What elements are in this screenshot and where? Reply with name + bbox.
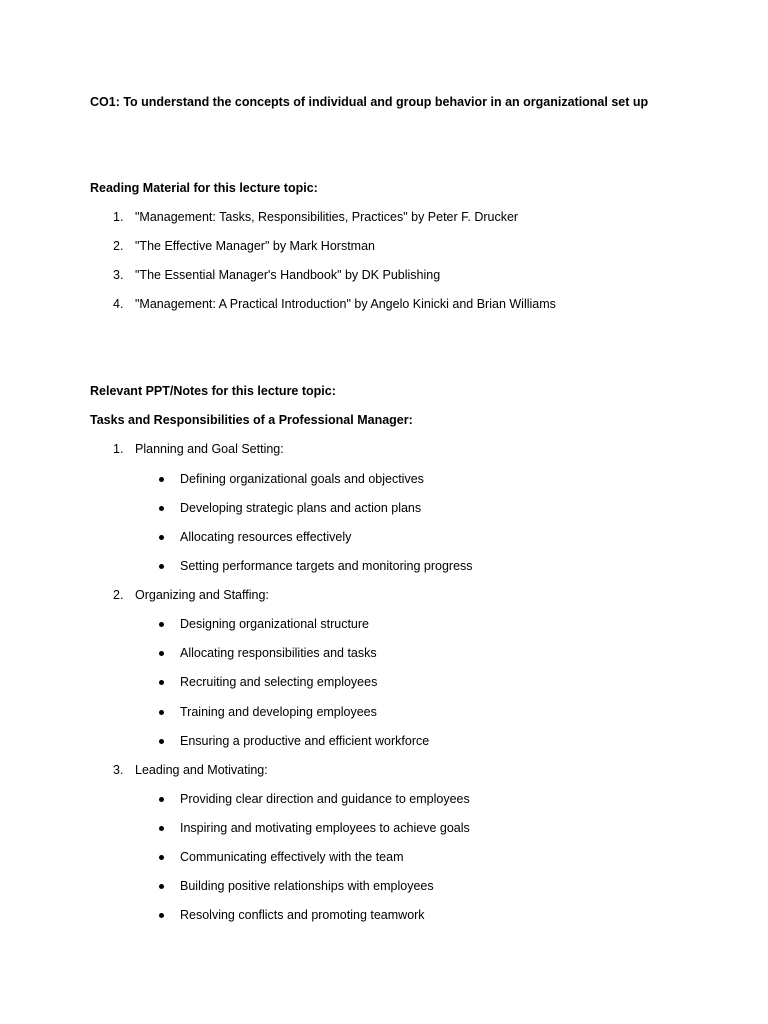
section-title: Organizing and Staffing: — [135, 588, 269, 602]
section-number: 1. — [113, 442, 124, 456]
bullet-text: Inspiring and motivating employees to achieve goals — [180, 821, 470, 835]
bullet-icon — [159, 622, 164, 627]
bullet-text: Training and developing employees — [180, 705, 377, 719]
reading-item-text: "The Effective Manager" by Mark Horstman — [135, 239, 375, 253]
bullet-icon — [159, 477, 164, 482]
bullet-text: Building positive relationships with employees — [180, 879, 434, 893]
bullet-text: Allocating responsibilities and tasks — [180, 646, 377, 660]
section-number: 2. — [113, 588, 124, 602]
bullet-icon — [159, 884, 164, 889]
bullet-text: Defining organizational goals and objectives — [180, 472, 424, 486]
reading-heading: Reading Material for this lecture topic: — [90, 181, 318, 195]
bullet-icon — [159, 535, 164, 540]
bullet-text: Ensuring a productive and efficient workforce — [180, 734, 430, 748]
notes-heading: Relevant PPT/Notes for this lecture topic: — [90, 384, 336, 398]
bullet-icon — [159, 739, 164, 744]
bullet-icon — [159, 651, 164, 656]
section-title: Planning and Goal Setting: — [135, 442, 284, 456]
reading-item-number: 4. — [113, 297, 124, 311]
bullet-text: Recruiting and selecting employees — [180, 675, 378, 689]
bullet-icon — [159, 506, 164, 511]
bullet-text: Providing clear direction and guidance to employees — [180, 792, 470, 806]
bullet-text: Communicating effectively with the team — [180, 850, 404, 864]
course-objective: CO1: To understand the concepts of individual and group behavior in an organizational set up — [90, 95, 649, 109]
bullet-text: Designing organizational structure — [180, 617, 369, 631]
bullet-icon — [159, 710, 164, 715]
bullet-text: Setting performance targets and monitoring progress — [180, 559, 473, 573]
bullet-icon — [159, 564, 164, 569]
bullet-icon — [159, 913, 164, 918]
bullet-text: Developing strategic plans and action plans — [180, 501, 422, 515]
reading-item-number: 3. — [113, 268, 124, 282]
section-title: Leading and Motivating: — [135, 763, 268, 777]
reading-item-number: 2. — [113, 239, 124, 253]
reading-item-number: 1. — [113, 210, 124, 224]
bullet-icon — [159, 680, 164, 685]
bullet-icon — [159, 826, 164, 831]
reading-item-text: "Management: Tasks, Responsibilities, Practices" by Peter F. Drucker — [135, 210, 519, 224]
section-number: 3. — [113, 763, 124, 777]
reading-item-text: "Management: A Practical Introduction" by Angelo Kinicki and Brian Williams — [135, 297, 556, 311]
reading-item-text: "The Essential Manager's Handbook" by DK Publishing — [135, 268, 441, 282]
bullet-text: Allocating resources effectively — [180, 530, 352, 544]
bullet-icon — [159, 855, 164, 860]
bullet-icon — [159, 797, 164, 802]
bullet-text: Resolving conflicts and promoting teamwork — [180, 908, 425, 922]
notes-subheading: Tasks and Responsibilities of a Professional Manager: — [90, 413, 413, 427]
